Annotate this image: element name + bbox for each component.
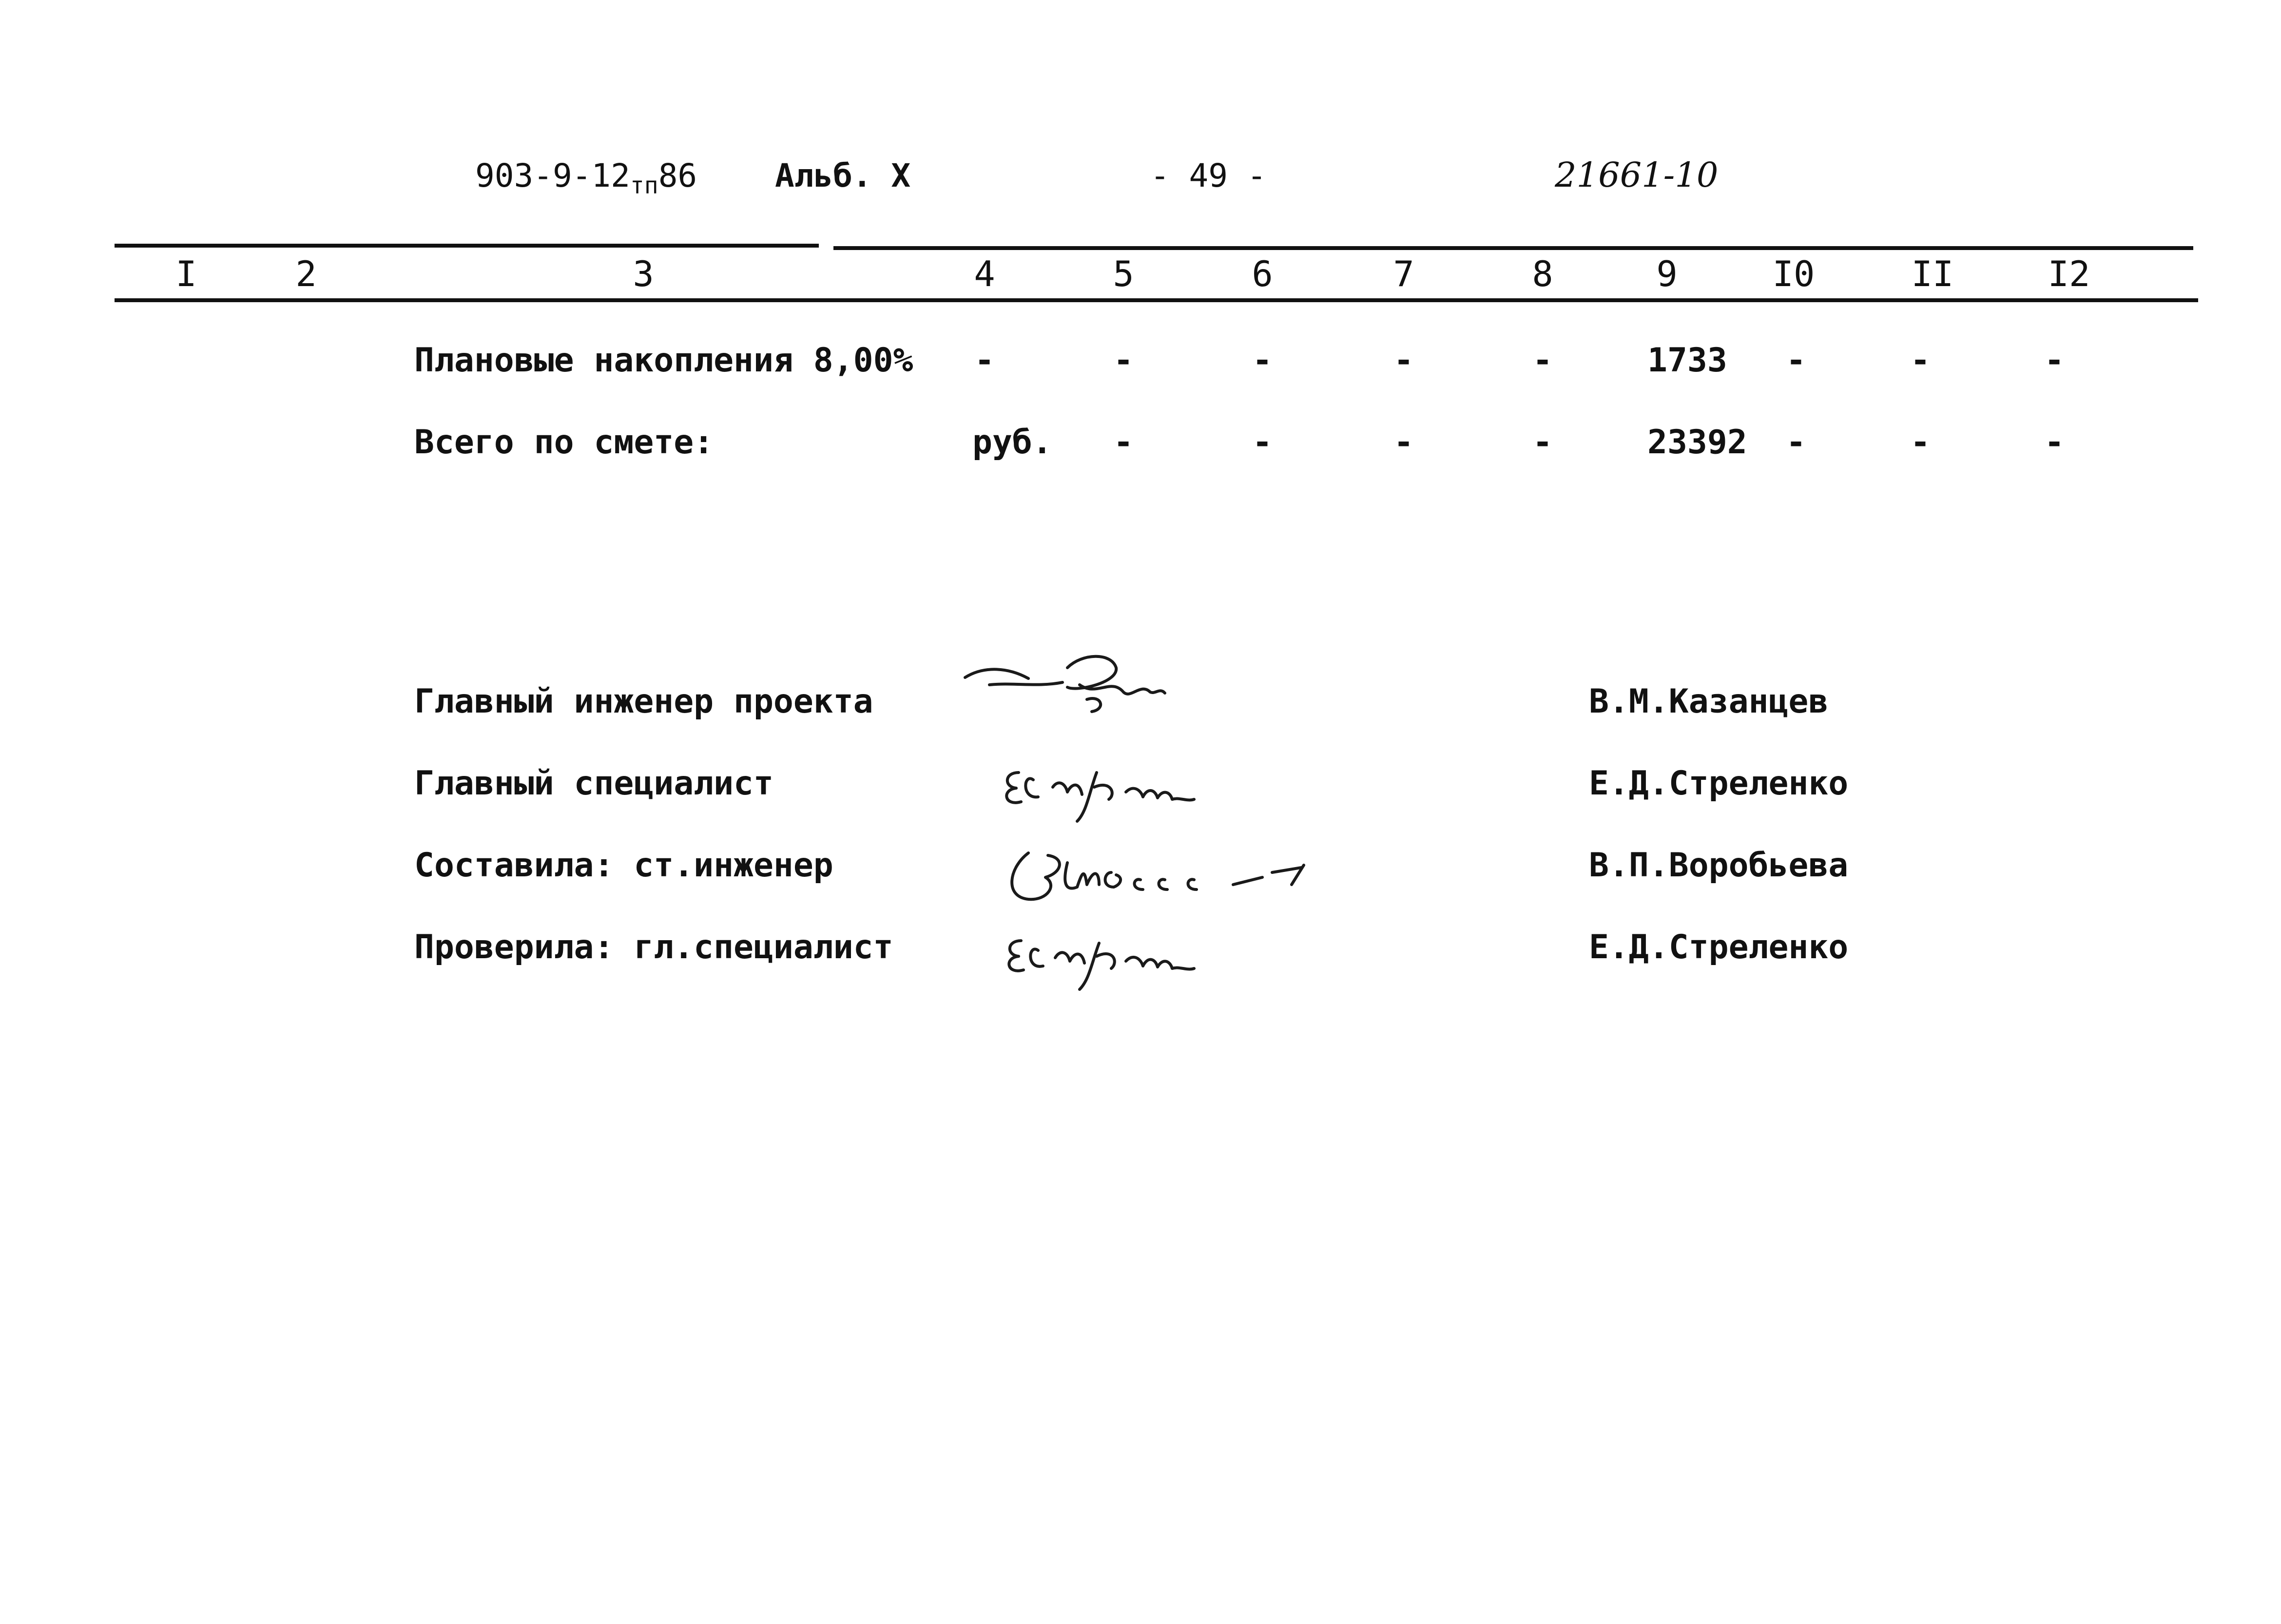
cell-col10: - <box>1786 423 1806 462</box>
column-header: II <box>1911 253 1954 294</box>
column-header: 9 <box>1656 253 1678 294</box>
signature-role: Проверила: гл.специалист <box>414 928 893 967</box>
column-header-bottom-rule <box>115 298 2198 302</box>
stamp-number: 21661-10 <box>1555 155 1719 195</box>
handwritten-signature <box>999 838 1350 916</box>
column-header: 2 <box>295 253 317 294</box>
cell-col7: - <box>1393 423 1414 462</box>
signature-role: Составила: ст.инженер <box>414 846 833 885</box>
handwritten-signature <box>999 921 1253 994</box>
cell-col11: - <box>1910 341 1931 380</box>
row-label: Плановые накопления 8,00% <box>414 341 913 380</box>
signature-name: Е.Д.Стреленко <box>1589 764 1849 803</box>
signature-name: В.П.Воробьева <box>1589 846 1849 885</box>
cell-col5: - <box>1113 423 1134 462</box>
handwritten-signature <box>999 753 1253 826</box>
signature-name: Е.Д.Стреленко <box>1589 928 1849 967</box>
column-header: 8 <box>1532 253 1553 294</box>
cell-col6: - <box>1252 423 1273 462</box>
cell-col9: 1733 <box>1647 341 1727 380</box>
document-code-tail: 86 <box>658 157 697 194</box>
column-header: 3 <box>633 253 654 294</box>
top-rule-left <box>115 244 819 248</box>
top-rule-right <box>833 246 2193 250</box>
cell-col7: - <box>1393 341 1414 380</box>
column-header: 6 <box>1252 253 1273 294</box>
cell-col8: - <box>1532 341 1553 380</box>
cell-col8: - <box>1532 423 1553 462</box>
column-header: 4 <box>974 253 995 294</box>
column-header: I <box>175 253 197 294</box>
cell-col11: - <box>1910 423 1931 462</box>
cell-col10: - <box>1786 341 1806 380</box>
cell-col4: - <box>974 341 995 380</box>
column-header: 7 <box>1393 253 1414 294</box>
cell-col5: - <box>1113 341 1134 380</box>
cell-col12: - <box>2044 341 2065 380</box>
cell-col9: 23392 <box>1647 423 1747 462</box>
column-header: I2 <box>2048 253 2090 294</box>
column-header: I0 <box>1772 253 1815 294</box>
row-label: Всего по смете: <box>414 423 714 462</box>
column-header: 5 <box>1113 253 1134 294</box>
cell-col4: руб. <box>972 423 1052 462</box>
album-label: Альб. X <box>775 157 911 194</box>
signature-name: В.М.Казанцев <box>1589 682 1829 721</box>
document-code <box>475 157 697 199</box>
cell-col12: - <box>2044 423 2065 462</box>
cell-col6: - <box>1252 341 1273 380</box>
signature-role: Главный инженер проекта <box>414 682 873 721</box>
signature-role: Главный специалист <box>414 764 773 803</box>
document-code-subscript: тп <box>630 172 658 200</box>
document-code-main: 903-9-12 <box>475 157 630 194</box>
handwritten-signature <box>955 648 1189 741</box>
page-number: - 49 - <box>1150 157 1267 194</box>
